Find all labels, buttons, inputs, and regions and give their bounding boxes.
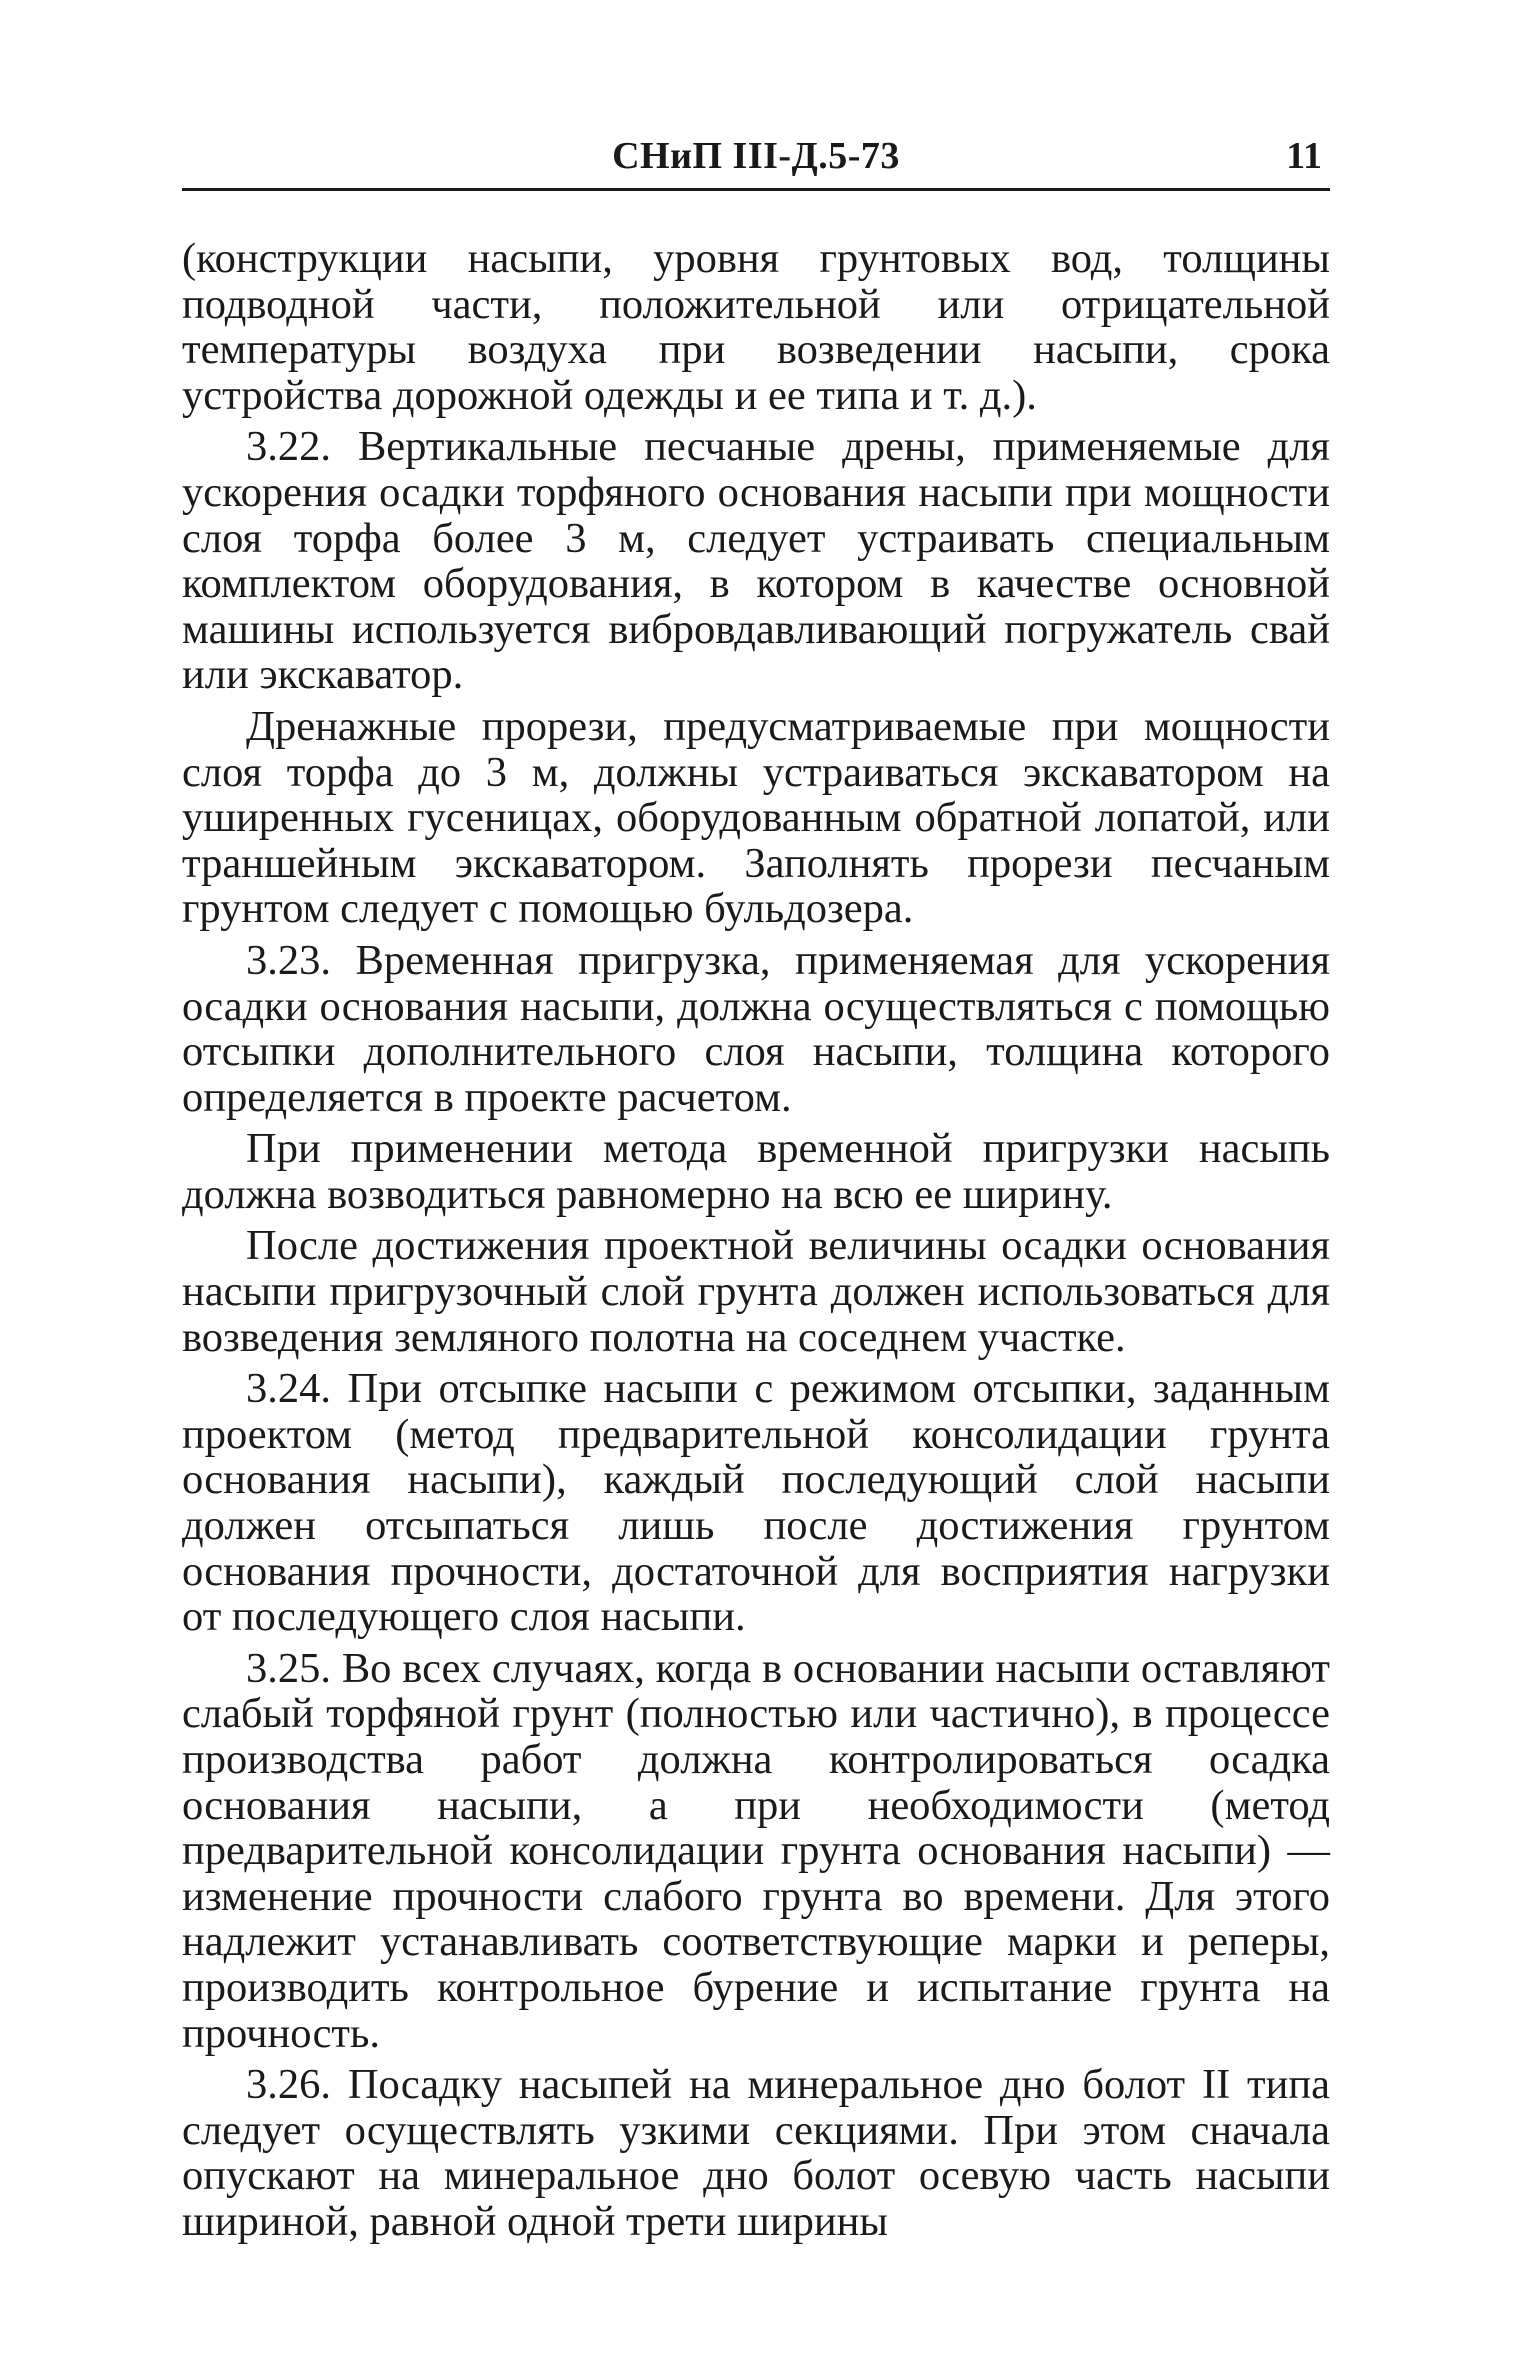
page-number: 11: [1286, 135, 1322, 177]
paragraph-text: При отсыпке насыпи с режимом отсыпки, заданным проектом (метод предварительной консолидации грунта основания насыпи), каждый последующий слой насыпи должен отсыпаться лишь после достижения грунтом основания прочности, достаточной для восприятия нагрузки от последующего слоя насыпи.: [182, 1365, 1330, 1641]
paragraph-3-25: [182, 1646, 1330, 2056]
paragraph-drainage-slots: [182, 704, 1330, 932]
paragraph-3-23: [182, 938, 1330, 1120]
paragraph-3-22: [182, 424, 1330, 698]
clause-number: 3.22.: [246, 423, 331, 471]
body-text: [182, 236, 1330, 2251]
page-header: [182, 128, 1330, 184]
document-title: СНиП III-Д.5-73: [612, 135, 900, 177]
paragraph-text: Временная пригрузка, применяемая для ускорения осадки основания насыпи, должна осуществляться с помощью отсыпки дополнительного слоя насыпи, толщина которого определяется в проекте расчетом.: [182, 936, 1331, 1121]
paragraph-text: (конструкции насыпи, уровня грунтовых вод, толщины подводной части, положительной или отрицательной температуры воздуха при возведении насыпи, срока устройства дорожной одежды и ее типа и т. д.).: [182, 235, 1330, 419]
paragraph-text: Вертикальные песчаные дрены, применяемые для ускорения осадки торфяного основания насыпи при мощности слоя торфа более 3 м, следует устраивать специальным комплектом оборудования, в котором в качестве основной машины используется вибровдавливающий погружатель свай или экскаватор.: [182, 423, 1330, 699]
paragraph-temporary-load-method: [182, 1126, 1330, 1217]
paragraph-text: Посадку насыпей на минеральное дно болот II типа следует осуществлять узкими секциями. При этом сначала опускают на минеральное дно болот осевую часть насыпи шириной, равной одной трети ширины: [182, 2061, 1330, 2245]
paragraph-3-26: [182, 2062, 1330, 2244]
paragraph-text: После достижения проектной величины осадки основания насыпи пригрузочный слой грунта должен использоваться для возведения земляного полотна на соседнем участке.: [182, 1222, 1330, 1361]
paragraph-3-24: [182, 1366, 1330, 1640]
clause-number: 3.25.: [246, 1644, 331, 1692]
clause-number: 3.23.: [246, 936, 331, 984]
header-divider: [182, 188, 1330, 191]
paragraph-continuation: [182, 236, 1330, 418]
paragraph-text: Во всех случаях, когда в основании насыпи оставляют слабый торфяной грунт (полностью или частично), в процессе производства работ должна контролироваться осадка основания насыпи, а при необходимости (метод предварительной консолидации грунта основания насыпи) — изменение прочности слабого грунта во времени. Для этого надлежит устанавливать соответствующие марки и реперы, производить контрольное бурение и испытание грунта на прочность.: [182, 1644, 1330, 2057]
paragraph-text: При применении метода временной пригрузки насыпь должна возводиться равномерно на всю ее ширину.: [182, 1125, 1330, 1218]
clause-number: 3.24.: [246, 1365, 331, 1413]
clause-number: 3.26.: [246, 2061, 331, 2109]
paragraph-after-settlement: [182, 1223, 1330, 1360]
paragraph-text: Дренажные прорези, предусматриваемые при мощности слоя торфа до 3 м, должны устраиваться экскаватором на уширенных гусеницах, оборудованным обратной лопатой, или траншейным экскаватором. Заполнять прорези песчаным грунтом следует с помощью бульдозера.: [182, 702, 1330, 933]
